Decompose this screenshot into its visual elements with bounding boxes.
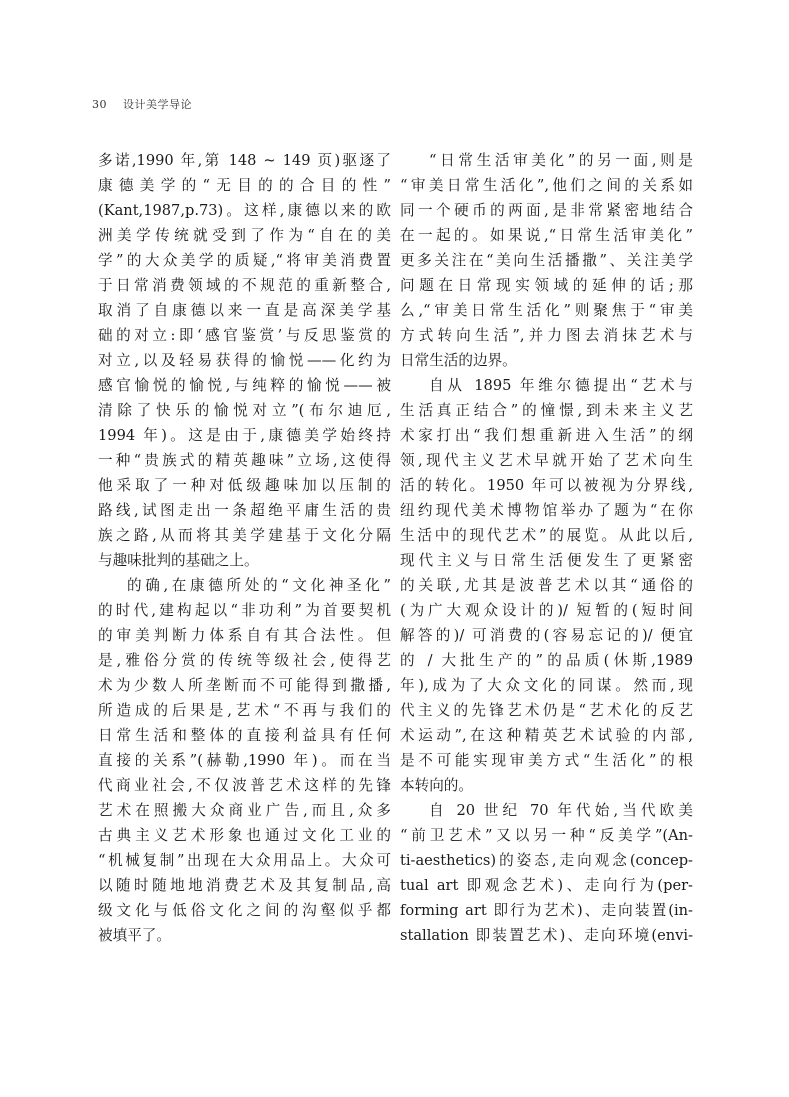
text-line: 被填平了。 — [98, 927, 171, 944]
text-line: 代主义的先锋艺术仍是“艺术化的反艺 — [400, 702, 693, 719]
text-line: 自从 1895 年维尔德提出“艺术与 — [429, 377, 693, 394]
text-line: 洲美学传统就受到了作为“自在的美 — [98, 227, 391, 244]
text-line: 日常生活的边界。 — [400, 352, 517, 369]
text-line: 同一个硬币的两面,是非常紧密地结合 — [400, 202, 693, 219]
text-line: 级文化与低俗文化之间的沟壑似乎都 — [98, 902, 391, 919]
text-line: 路线,试图走出一条超绝平庸生活的贵 — [98, 502, 391, 519]
text-line: 的 / 大批生产的”的品质(休斯,1989 — [400, 652, 693, 669]
text-line: 纽约现代美术博物馆举办了题为“在你 — [400, 502, 693, 519]
text-line: 1994 年)。这是由于,康德美学始终持 — [98, 427, 391, 444]
text-line: 自 20 世纪 70 年代始,当代欧美 — [429, 802, 693, 819]
text-line: 直接的关系”(赫勒,1990 年)。而在当 — [98, 752, 391, 769]
text-line: 所造成的后果是,艺术“不再与我们的 — [98, 702, 391, 719]
text-line: “机械复制”出现在大众用品上。大众可 — [98, 852, 391, 869]
text-line: 术家打出“我们想重新进入生活”的纲 — [400, 427, 693, 444]
text-line: 多诺,1990 年,第 148 ~ 149 页)驱逐了 — [98, 152, 391, 169]
text-line: 古典主义艺术形象也通过文化工业的 — [98, 827, 391, 844]
text-line: 以随时随地地消费艺术及其复制品,高 — [98, 877, 391, 894]
text-line: 现代主义与日常生活便发生了更紧密 — [400, 552, 693, 569]
text-line: 的关联,尤其是波普艺术以其“通俗的 — [400, 577, 693, 594]
text-line: stallation 即装置艺术)、走向环境(envi- — [400, 927, 693, 944]
book-title: 设计美学导论 — [123, 98, 192, 111]
text-line: 方式转向生活”,并力图去消抹艺术与 — [400, 327, 693, 344]
left-text-column — [98, 148, 391, 948]
text-line: “日常生活审美化”的另一面,则是 — [429, 152, 693, 169]
text-line: 础的对立:即‘感官鉴赏’与反思鉴赏的 — [98, 327, 391, 344]
text-line: 的审美判断力体系自有其合法性。但 — [98, 627, 391, 644]
running-head — [92, 96, 192, 112]
text-line: 与趣味批判的基础之上。 — [98, 552, 259, 569]
text-line: 术运动”,在这种精英艺术试验的内部, — [400, 727, 693, 744]
text-line: 艺术在照搬大众商业广告,而且,众多 — [98, 802, 391, 819]
text-line: 他采取了一种对低级趣味加以压制的 — [98, 477, 391, 494]
text-line: 年),成为了大众文化的同谋。然而,现 — [400, 677, 693, 694]
text-line: forming art 即行为艺术)、走向装置(in- — [400, 902, 693, 919]
text-line: 的确,在康德所处的“文化神圣化” — [127, 577, 391, 594]
text-line: 日常生活和整体的直接利益具有任何 — [98, 727, 391, 744]
text-line: 问题在日常现实领域的延伸的话;那 — [400, 277, 693, 294]
text-line: 是,雅俗分赏的传统等级社会,使得艺 — [98, 652, 391, 669]
text-line: tual art 即观念艺术)、走向行为(per- — [400, 877, 693, 894]
text-line: 生活中的现代艺术”的展览。从此以后, — [400, 527, 693, 544]
text-line: 代商业社会,不仅波普艺术这样的先锋 — [98, 777, 391, 794]
text-line: 是不可能实现审美方式“生活化”的根 — [400, 752, 693, 769]
text-line: 生活真正结合”的憧憬,到未来主义艺 — [400, 402, 693, 419]
text-line: 族之路,从而将其美学建基于文化分隔 — [98, 527, 391, 544]
text-line: 在一起的。如果说,“日常生活审美化” — [400, 227, 693, 244]
text-line: ti-aesthetics)的姿态,走向观念(concep- — [400, 852, 693, 869]
text-line: 术为少数人所垄断而不可能得到撒播, — [98, 677, 391, 694]
text-line: 感官愉悦的愉悦,与纯粹的愉悦——被 — [98, 377, 391, 394]
text-line: 清除了快乐的愉悦对立”(布尔迪厄, — [98, 402, 391, 419]
text-line: 么,“审美日常生活化”则聚焦于“审美 — [400, 302, 693, 319]
text-line: 更多关注在“美向生活播撒”、关注美学 — [400, 252, 693, 269]
text-line: 领,现代主义艺术早就开始了艺术向生 — [400, 452, 693, 469]
text-line: (为广大观众设计的)/ 短暂的(短时间 — [400, 602, 693, 619]
text-line: 康德美学的“无目的的合目的性” — [98, 177, 391, 194]
text-line: 本转向的。 — [400, 777, 473, 794]
text-line: 取消了自康德以来一直是高深美学基 — [98, 302, 391, 319]
text-line: 的时代,建构起以“非功利”为首要契机 — [98, 602, 391, 619]
text-line: 活的转化。1950 年可以被视为分界线, — [400, 477, 693, 494]
text-line: (Kant,1987,p.73)。这样,康德以来的欧 — [98, 202, 391, 219]
text-line: 学”的大众美学的质疑,“将审美消费置 — [98, 252, 391, 269]
text-line: 于日常消费领域的不规范的重新整合, — [98, 277, 391, 294]
text-line: “前卫艺术”又以另一种“反美学”(An- — [400, 827, 693, 844]
text-line: 解答的)/ 可消费的(容易忘记的)/ 便宜 — [400, 627, 693, 644]
text-line: 对立,以及轻易获得的愉悦——化约为 — [98, 352, 391, 369]
text-line: “审美日常生活化”,他们之间的关系如 — [400, 177, 693, 194]
page-number: 30 — [92, 98, 107, 111]
right-text-column — [400, 148, 693, 948]
text-line: 一种“贵族式的精英趣味”立场,这使得 — [98, 452, 391, 469]
